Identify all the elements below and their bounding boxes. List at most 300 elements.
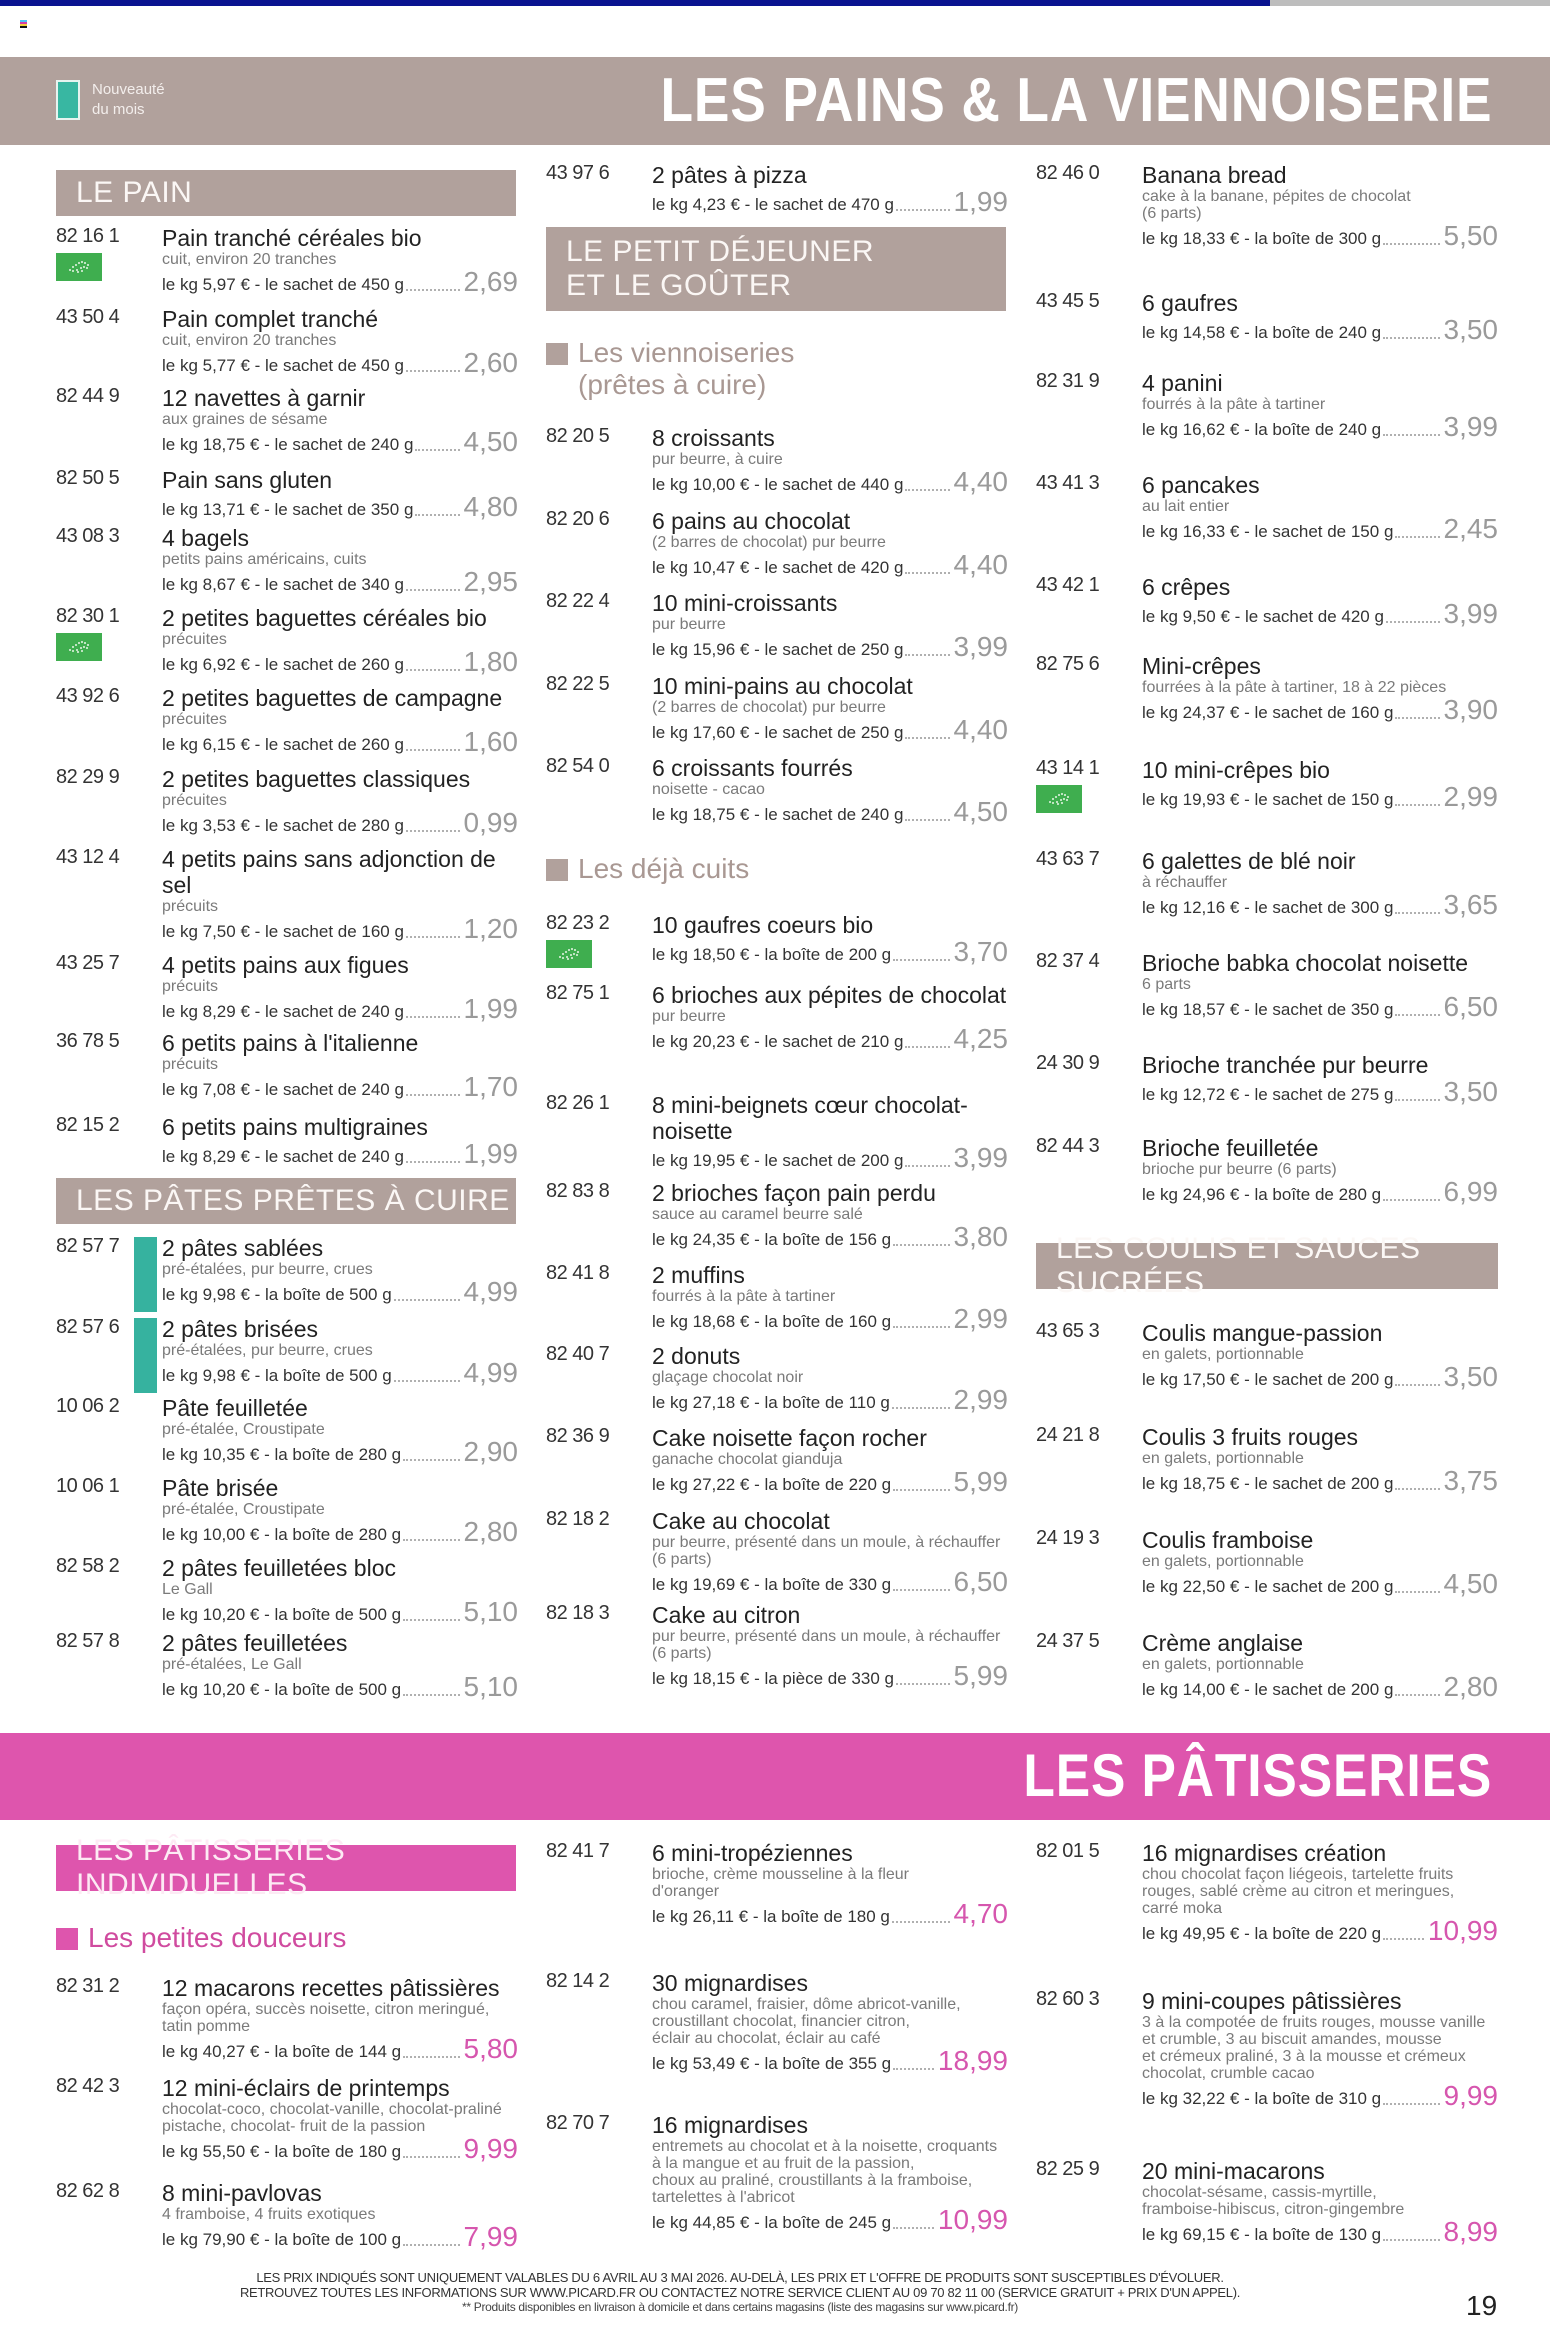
product-code: 82 18 3 <box>546 1602 610 1624</box>
product-price: 2,80 <box>1443 1671 1498 1702</box>
nouveaute-marker-icon <box>134 1237 157 1312</box>
unit-price: le kg 9,98 € - la boîte de 500 g <box>162 1285 392 1304</box>
product-details <box>162 952 518 1023</box>
product-price: 8,99 <box>1443 2216 1498 2247</box>
product-description: (6 parts) <box>1142 205 1202 222</box>
product-description: fourrés à la pâte à tartiner <box>652 1288 836 1305</box>
product-name: 4 panini <box>1142 370 1223 396</box>
unit-price: le kg 14,00 € - le sachet de 200 g <box>1142 1680 1394 1699</box>
unit-price: le kg 6,15 € - le sachet de 260 g <box>162 735 404 754</box>
product-name: 16 mignardises création <box>1142 1840 1387 1866</box>
dot-leader <box>905 489 949 491</box>
product-description: précuits <box>162 978 219 995</box>
dot-leader <box>403 2156 459 2158</box>
product-description: noisette - cacao <box>652 781 765 798</box>
unit-price: le kg 55,50 € - la boîte de 180 g <box>162 2142 402 2161</box>
product-code: 43 41 3 <box>1036 472 1100 494</box>
price-line <box>652 468 1008 496</box>
product-name: 2 pâtes feuilletées <box>162 1630 348 1656</box>
product-code: 43 12 4 <box>56 846 120 868</box>
price-line <box>652 1386 1008 1414</box>
unit-price: le kg 7,08 € - le sachet de 240 g <box>162 1080 404 1099</box>
product-code: 82 25 9 <box>1036 2158 1100 2180</box>
dot-leader <box>1395 1488 1439 1490</box>
price-line <box>162 809 518 837</box>
top-progress-bar <box>0 0 1550 6</box>
unit-price: le kg 4,23 € - le sachet de 470 g <box>652 195 894 214</box>
product-price: 1,99 <box>463 1138 518 1169</box>
product-price: 3,50 <box>1443 314 1498 345</box>
product-code: 82 20 6 <box>546 508 610 530</box>
product-name: 10 mini-crêpes bio <box>1142 757 1330 783</box>
dot-leader <box>893 1589 949 1591</box>
product-description: brioche, crème mousseline à la fleur <box>652 1866 910 1883</box>
price-line <box>1142 515 1498 543</box>
product-details <box>1142 290 1498 344</box>
unit-price: le kg 24,96 € - la boîte de 280 g <box>1142 1185 1382 1204</box>
product-price: 4,40 <box>953 466 1008 497</box>
product-description: précuites <box>162 631 227 648</box>
product-price: 3,50 <box>1443 1361 1498 1392</box>
product-description: en galets, portionnable <box>1142 1656 1304 1673</box>
product-code: 24 19 3 <box>1036 1527 1100 1549</box>
product-description: en galets, portionnable <box>1142 1346 1304 1363</box>
product-price: 2,99 <box>953 1303 1008 1334</box>
product-name: 6 crêpes <box>1142 574 1231 600</box>
unit-price: le kg 19,93 € - le sachet de 150 g <box>1142 790 1394 809</box>
product-details <box>162 1395 518 1466</box>
product-code: 82 42 3 <box>56 2075 120 2097</box>
product-description: chocolat, crumble cacao <box>1142 2065 1315 2082</box>
product-price: 0,99 <box>463 807 518 838</box>
product-details <box>652 982 1008 1053</box>
product-details <box>162 1975 518 2063</box>
dot-leader <box>394 1299 460 1301</box>
unit-price: le kg 79,90 € - la boîte de 100 g <box>162 2230 402 2249</box>
product-price: 1,99 <box>953 186 1008 217</box>
dot-leader <box>1383 337 1439 339</box>
dot-leader <box>403 1619 459 1621</box>
price-line <box>162 568 518 596</box>
dot-leader <box>1395 1694 1439 1696</box>
dot-leader <box>905 1165 949 1167</box>
product-details <box>1142 1527 1498 1598</box>
organic-eu-leaf-icon <box>56 253 102 281</box>
product-description: fourrés à la pâte à tartiner <box>1142 396 1326 413</box>
section-petit-dejeuner-line1: LE PETIT DÉJEUNER <box>566 235 875 268</box>
product-description: chocolat-sésame, cassis-myrtille, <box>1142 2184 1377 2201</box>
product-code: 82 36 9 <box>546 1425 610 1447</box>
product-description: choux au praliné, croustillants à la framboise, <box>652 2172 973 2189</box>
product-description: pur beurre <box>652 1008 726 1025</box>
product-description: 3 à la compotée de fruits rouges, mousse vanille <box>1142 2014 1486 2031</box>
product-description: glaçage chocolat noir <box>652 1369 804 1386</box>
unit-price: le kg 8,29 € - le sachet de 240 g <box>162 1002 404 1021</box>
nouveaute-marker-icon <box>134 1318 157 1393</box>
unit-price: le kg 8,67 € - le sachet de 340 g <box>162 575 404 594</box>
product-code: 82 16 1 <box>56 225 120 247</box>
product-name: 2 pâtes feuilletées bloc <box>162 1555 396 1581</box>
unit-price: le kg 14,58 € - la boîte de 240 g <box>1142 323 1382 342</box>
dot-leader <box>1383 2239 1439 2241</box>
dot-leader <box>403 2244 459 2246</box>
price-line <box>1142 891 1498 919</box>
product-code: 82 50 5 <box>56 467 120 489</box>
price-line <box>1142 1178 1498 1206</box>
product-details <box>1142 2158 1498 2246</box>
dot-leader <box>403 2056 459 2058</box>
product-details <box>1142 162 1498 250</box>
product-price: 1,20 <box>463 913 518 944</box>
product-description: en galets, portionnable <box>1142 1553 1304 1570</box>
product-name: 4 petits pains sans adjonction de sel <box>162 846 496 898</box>
product-price: 1,80 <box>463 646 518 677</box>
product-price: 5,99 <box>953 1466 1008 1497</box>
product-name: 2 pâtes brisées <box>162 1316 318 1342</box>
product-price: 1,99 <box>463 993 518 1024</box>
unit-price: le kg 17,50 € - le sachet de 200 g <box>1142 1370 1394 1389</box>
dot-leader <box>1395 1591 1439 1593</box>
product-code: 82 41 7 <box>546 1840 610 1862</box>
product-description: cuit, environ 20 tranches <box>162 251 337 268</box>
unit-price: le kg 5,97 € - le sachet de 450 g <box>162 275 404 294</box>
main-banner <box>0 57 1550 145</box>
product-description: façon opéra, succès noisette, citron meringué, <box>162 2001 490 2018</box>
product-description: pur beurre, présenté dans un moule, à réchauffer <box>652 1534 1001 1551</box>
product-code: 43 45 5 <box>1036 290 1100 312</box>
product-code: 82 83 8 <box>546 1180 610 1202</box>
unit-price: le kg 13,71 € - le sachet de 350 g <box>162 500 414 519</box>
product-price: 3,75 <box>1443 1465 1498 1496</box>
unit-price: le kg 8,29 € - le sachet de 240 g <box>162 1147 404 1166</box>
unit-price: le kg 44,85 € - la boîte de 245 g <box>652 2213 892 2232</box>
product-details <box>1142 1424 1498 1495</box>
product-details <box>652 673 1008 744</box>
dot-leader <box>403 1459 459 1461</box>
unit-price: le kg 16,33 € - le sachet de 150 g <box>1142 522 1394 541</box>
product-description: pré-étalées, pur beurre, crues <box>162 1261 373 1278</box>
product-name: 4 petits pains aux figues <box>162 952 409 978</box>
product-details <box>162 525 518 596</box>
square-bullet-icon <box>546 859 568 881</box>
product-code: 43 65 3 <box>1036 1320 1100 1342</box>
unit-price: le kg 53,49 € - la boîte de 355 g <box>652 2054 892 2073</box>
subsection-deja-cuits-label: Les déjà cuits <box>578 853 750 884</box>
product-details <box>162 1114 518 1168</box>
product-description: à la mangue et au fruit de la passion, <box>652 2155 915 2172</box>
product-price: 2,90 <box>463 1436 518 1467</box>
price-line <box>162 1518 518 1546</box>
product-price: 3,70 <box>953 936 1008 967</box>
subsection-viennoiseries-line1: Les viennoiseries <box>578 337 795 368</box>
unit-price: le kg 26,11 € - la boîte de 180 g <box>652 1907 890 1926</box>
product-price: 18,99 <box>937 2045 1008 2076</box>
price-line <box>162 1073 518 1101</box>
dot-leader <box>1395 1014 1439 1016</box>
product-description: précuits <box>162 1056 219 1073</box>
price-line <box>652 1025 1008 1053</box>
product-price: 3,90 <box>1443 694 1498 725</box>
price-line <box>1142 993 1498 1021</box>
product-description: pré-étalée, Croustipate <box>162 1501 325 1518</box>
unit-price: le kg 12,16 € - le sachet de 300 g <box>1142 898 1394 917</box>
price-line <box>652 1144 1008 1172</box>
product-description: précuits <box>162 898 219 915</box>
unit-price: le kg 10,00 € - la boîte de 280 g <box>162 1525 402 1544</box>
product-price: 4,99 <box>463 1357 518 1388</box>
product-name: Brioche feuilletée <box>1142 1135 1319 1161</box>
dot-leader <box>896 209 950 211</box>
product-price: 2,99 <box>953 1384 1008 1415</box>
product-description: chou caramel, fraisier, dôme abricot-vanille, <box>652 1996 961 2013</box>
product-code: 82 44 3 <box>1036 1135 1100 1157</box>
product-price: 4,80 <box>463 491 518 522</box>
product-code: 82 46 0 <box>1036 162 1100 184</box>
nouveaute-label-2: du mois <box>92 101 145 118</box>
product-price: 5,80 <box>463 2033 518 2064</box>
product-code: 82 40 7 <box>546 1343 610 1365</box>
product-details <box>162 2180 518 2251</box>
unit-price: le kg 10,00 € - le sachet de 440 g <box>652 475 904 494</box>
organic-eu-leaf-icon <box>56 633 102 661</box>
product-code: 82 54 0 <box>546 755 610 777</box>
product-details <box>162 1555 518 1626</box>
product-details <box>652 590 1008 661</box>
unit-price: le kg 7,50 € - le sachet de 160 g <box>162 922 404 941</box>
unit-price: le kg 27,22 € - la boîte de 220 g <box>652 1475 892 1494</box>
product-code: 82 18 2 <box>546 1508 610 1530</box>
price-line <box>162 349 518 377</box>
price-line <box>652 1223 1008 1251</box>
product-name: 8 mini-pavlovas <box>162 2180 322 2206</box>
square-bullet-icon <box>546 343 568 365</box>
product-description: au lait entier <box>1142 498 1230 515</box>
product-details <box>652 1180 1008 1251</box>
unit-price: le kg 18,75 € - le sachet de 200 g <box>1142 1474 1394 1493</box>
dot-leader <box>406 289 460 291</box>
product-details <box>652 912 1008 966</box>
product-details <box>652 1092 1008 1172</box>
product-code: 43 50 4 <box>56 306 120 328</box>
dot-leader <box>905 737 949 739</box>
price-line <box>162 915 518 943</box>
product-price: 1,60 <box>463 726 518 757</box>
product-price: 2,60 <box>463 347 518 378</box>
product-name: 6 brioches aux pépites de chocolat <box>652 982 1007 1008</box>
unit-price: le kg 15,96 € - le sachet de 250 g <box>652 640 904 659</box>
price-line <box>1142 413 1498 441</box>
product-name: 6 mini-tropéziennes <box>652 1840 853 1866</box>
dot-leader <box>1395 1384 1439 1386</box>
product-name: 10 gaufres coeurs bio <box>652 912 874 938</box>
product-code: 82 60 3 <box>1036 1988 1100 2010</box>
price-line <box>652 938 1008 966</box>
subsection-viennoiseries-line2: (prêtes à cuire) <box>578 369 767 400</box>
unit-price: le kg 10,35 € - la boîte de 280 g <box>162 1445 402 1464</box>
price-line <box>162 493 518 521</box>
product-price: 4,40 <box>953 549 1008 580</box>
product-details <box>1142 1840 1498 1945</box>
dot-leader <box>406 589 460 591</box>
product-details <box>1142 472 1498 543</box>
dot-leader <box>406 830 460 832</box>
product-description: et crémeux praliné, 3 à la mousse et crémeux <box>1142 2048 1466 2065</box>
product-name: 10 mini-pains au chocolat <box>652 673 913 699</box>
product-name: 12 macarons recettes pâtissières <box>162 1975 500 2001</box>
product-name: 8 croissants <box>652 425 775 451</box>
price-line <box>652 1468 1008 1496</box>
product-price: 3,99 <box>1443 411 1498 442</box>
dot-leader <box>1383 243 1439 245</box>
dot-leader <box>403 1539 459 1541</box>
price-line <box>1142 1570 1498 1598</box>
product-description: fourrées à la pâte à tartiner, 18 à 22 pièces <box>1142 679 1447 696</box>
product-name: 6 pancakes <box>1142 472 1260 498</box>
footer-legal <box>130 2270 1350 2315</box>
price-line <box>652 1900 1008 1928</box>
dot-leader <box>1386 621 1440 623</box>
product-name: 2 donuts <box>652 1343 741 1369</box>
product-code: 10 06 1 <box>56 1475 120 1497</box>
dot-leader <box>893 2068 934 2070</box>
unit-price: le kg 24,37 € - le sachet de 160 g <box>1142 703 1394 722</box>
product-price: 4,99 <box>463 1276 518 1307</box>
unit-price: le kg 16,62 € - la boîte de 240 g <box>1142 420 1382 439</box>
product-description: 4 framboise, 4 fruits exotiques <box>162 2206 376 2223</box>
product-name: 2 petites baguettes céréales bio <box>162 605 487 631</box>
product-code: 43 97 6 <box>546 162 610 184</box>
dot-leader <box>406 1161 460 1163</box>
price-line <box>162 2223 518 2251</box>
section-pates-pretes: LES PÂTES PRÊTES À CUIRE <box>56 1178 516 1224</box>
product-code: 82 70 7 <box>546 2112 610 2134</box>
price-line <box>162 268 518 296</box>
product-name: 12 navettes à garnir <box>162 385 366 411</box>
price-line <box>162 2035 518 2063</box>
product-code: 82 26 1 <box>546 1092 610 1114</box>
price-line <box>162 1438 518 1466</box>
product-description: pré-étalée, Croustipate <box>162 1421 325 1438</box>
product-details <box>1142 1630 1498 1701</box>
unit-price: le kg 18,57 € - le sachet de 350 g <box>1142 1000 1394 1019</box>
price-line <box>162 2135 518 2163</box>
product-description: aux graines de sésame <box>162 411 328 428</box>
dot-leader <box>406 669 460 671</box>
price-line <box>162 995 518 1023</box>
product-details <box>162 766 518 837</box>
price-line <box>652 188 1008 216</box>
product-description: d'oranger <box>652 1883 720 1900</box>
product-price: 10,99 <box>1427 1915 1498 1946</box>
product-details <box>652 1262 1008 1333</box>
product-description: pur beurre <box>652 616 726 633</box>
product-description: en galets, portionnable <box>1142 1450 1304 1467</box>
product-name: Pâte feuilletée <box>162 1395 308 1421</box>
unit-price: le kg 20,23 € - le sachet de 210 g <box>652 1032 904 1051</box>
product-code: 43 25 7 <box>56 952 120 974</box>
product-details <box>162 1475 518 1546</box>
product-name: Cake au chocolat <box>652 1508 830 1534</box>
product-code: 82 62 8 <box>56 2180 120 2202</box>
section-petit-dejeuner-line2: ET LE GOÛTER <box>566 269 792 302</box>
product-details <box>652 755 1008 826</box>
product-name: Coulis framboise <box>1142 1527 1314 1553</box>
unit-price: le kg 18,75 € - le sachet de 240 g <box>162 435 414 454</box>
price-line <box>162 648 518 676</box>
product-details <box>652 162 1008 216</box>
price-line <box>1142 600 1498 628</box>
product-name: 8 mini-beignets cœur chocolat-noisette <box>652 1092 968 1144</box>
unit-price: le kg 9,50 € - le sachet de 420 g <box>1142 607 1384 626</box>
dot-leader <box>905 819 949 821</box>
product-details <box>1142 848 1498 919</box>
product-price: 2,69 <box>463 266 518 297</box>
product-price: 4,40 <box>953 714 1008 745</box>
price-line <box>652 551 1008 579</box>
product-description: chou chocolat façon liégeois, tartelette fruits <box>1142 1866 1454 1883</box>
product-name: Mini-crêpes <box>1142 653 1261 679</box>
price-line <box>652 1568 1008 1596</box>
product-description: entremets au chocolat et à la noisette, croquants <box>652 2138 998 2155</box>
product-name: Pain complet tranché <box>162 306 379 332</box>
unit-price: le kg 10,47 € - le sachet de 420 g <box>652 558 904 577</box>
product-details <box>162 1235 518 1306</box>
price-line <box>652 716 1008 744</box>
section-le-pain: LE PAIN <box>56 170 516 216</box>
subsection-petites-douceurs <box>56 1922 346 1954</box>
price-line <box>1142 1467 1498 1495</box>
price-line <box>652 2047 1008 2075</box>
unit-price: le kg 19,69 € - la boîte de 330 g <box>652 1575 892 1594</box>
dot-leader <box>406 936 460 938</box>
product-code: 36 78 5 <box>56 1030 120 1052</box>
dot-leader <box>893 2227 934 2229</box>
price-line <box>162 1598 518 1626</box>
price-line <box>162 1673 518 1701</box>
product-name: Pain tranché céréales bio <box>162 225 422 251</box>
product-code: 82 22 5 <box>546 673 610 695</box>
product-code: 82 44 9 <box>56 385 120 407</box>
dot-leader <box>403 1694 459 1696</box>
product-details <box>1142 1988 1498 2110</box>
price-line <box>652 798 1008 826</box>
unit-price: le kg 12,72 € - le sachet de 275 g <box>1142 1085 1394 1104</box>
product-price: 4,25 <box>953 1023 1008 1054</box>
product-details <box>162 1316 518 1387</box>
page-number: 19 <box>1466 2290 1498 2321</box>
product-name: 2 muffins <box>652 1262 745 1288</box>
unit-price: le kg 27,18 € - la boîte de 110 g <box>652 1393 890 1412</box>
product-details <box>162 467 518 521</box>
product-details <box>1142 370 1498 441</box>
unit-price: le kg 10,20 € - la boîte de 500 g <box>162 1605 402 1624</box>
unit-price: le kg 5,77 € - le sachet de 450 g <box>162 356 404 375</box>
product-price: 6,50 <box>1443 991 1498 1022</box>
product-description: tartelettes à l'abricot <box>652 2189 795 2206</box>
product-details <box>1142 653 1498 724</box>
product-code: 82 23 2 <box>546 912 610 934</box>
product-details <box>1142 574 1498 628</box>
dot-leader <box>905 572 949 574</box>
price-line <box>1142 783 1498 811</box>
product-description: cuit, environ 20 tranches <box>162 332 337 349</box>
footer-line-1: LES PRIX INDIQUÉS SONT UNIQUEMENT VALABLES DU 6 AVRIL AU 3 MAI 2026. AU-DELÀ, LES PRIX ET L'OFFRE DE PRODUITS SONT SUSCEPTIBLES D'ÉVOLUER. <box>256 2270 1224 2285</box>
product-description: carré moka <box>1142 1900 1223 1917</box>
print-color-marks-icon <box>20 20 27 29</box>
unit-price: le kg 32,22 € - la boîte de 310 g <box>1142 2089 1382 2108</box>
product-details <box>1142 950 1498 1021</box>
subsection-petites-douceurs-label: Les petites douceurs <box>88 1922 347 1953</box>
